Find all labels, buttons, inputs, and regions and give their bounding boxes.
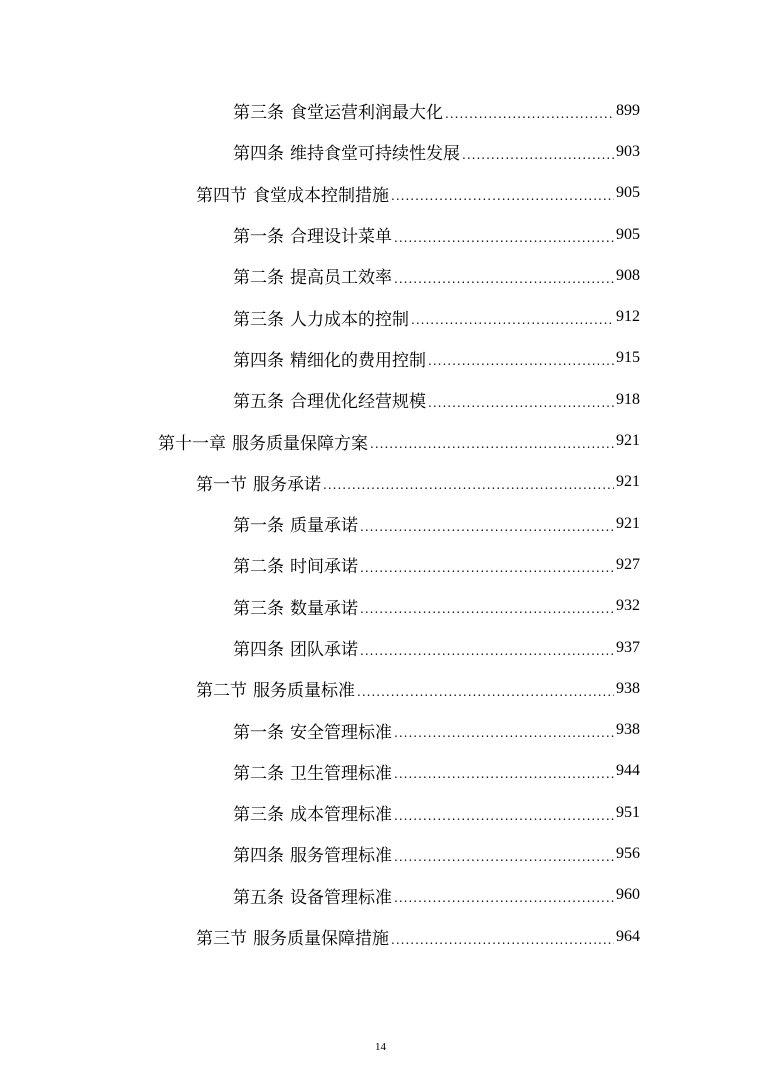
- toc-entry-number: 第四条: [233, 144, 284, 165]
- toc-dot-leader: [360, 520, 614, 534]
- toc-entry-title: 数量承诺: [290, 598, 358, 619]
- toc-entry-page: 938: [616, 679, 640, 697]
- toc-entry-title: 服务质量保障措施: [253, 929, 389, 950]
- toc-entry-title: 精细化的费用控制: [290, 350, 426, 371]
- toc-entry-page: 956: [616, 844, 640, 862]
- toc-entry-title: 服务承诺: [253, 474, 321, 495]
- toc-entry-number: 第三条: [233, 309, 284, 330]
- toc-entry[interactable]: [0, 131, 640, 172]
- toc-entry-number: 第一节: [196, 474, 247, 495]
- toc-entry[interactable]: [0, 296, 640, 337]
- toc-entry-number: 第十一章: [158, 433, 226, 454]
- toc-dot-leader: [394, 850, 614, 864]
- toc-entry[interactable]: [0, 792, 640, 833]
- page-number: 14: [375, 1041, 386, 1053]
- toc-entry-page: 899: [616, 101, 640, 119]
- toc-entry-number: 第三条: [233, 103, 284, 124]
- toc-entry-number: 第一条: [233, 227, 284, 248]
- toc-entry-page: 905: [616, 184, 640, 202]
- toc-dot-leader: [394, 272, 614, 286]
- toc-dot-leader: [323, 478, 614, 492]
- toc-entry[interactable]: [0, 255, 640, 296]
- toc-dot-leader: [360, 561, 614, 575]
- toc-entry-page: 938: [616, 721, 640, 739]
- toc-dot-leader: [394, 809, 614, 823]
- toc-entry-number: 第五条: [233, 392, 284, 413]
- toc-entry-page: 903: [616, 142, 640, 160]
- toc-entry-page: 905: [616, 225, 640, 243]
- toc-dot-leader: [411, 313, 614, 327]
- toc-dot-leader: [391, 189, 614, 203]
- toc-entry-number: 第四条: [233, 640, 284, 660]
- toc-entry-number: 第二条: [233, 557, 284, 578]
- toc-entry-title: 成本管理标准: [290, 805, 392, 826]
- toc-entry-page: 915: [616, 349, 640, 367]
- toc-entry-number: 第二条: [233, 763, 284, 784]
- toc-entry[interactable]: [0, 833, 640, 874]
- toc-entry-title: 安全管理标准: [290, 722, 392, 743]
- toc-entry-number: 第四节: [196, 185, 247, 206]
- toc-dot-leader: [391, 933, 614, 947]
- toc-entry-number: 第四条: [233, 350, 284, 371]
- toc-entry-number: 第一条: [233, 722, 284, 743]
- toc-entry-number: 第一条: [233, 516, 284, 537]
- toc-entry-number: 第三节: [196, 929, 247, 950]
- toc-dot-leader: [428, 396, 614, 410]
- toc-entry-page: 927: [616, 555, 640, 573]
- toc-entry[interactable]: [0, 751, 640, 792]
- toc-dot-leader: [445, 107, 614, 121]
- toc-entry-page: 908: [616, 266, 640, 284]
- toc-entry-title: 卫生管理标准: [290, 763, 392, 784]
- toc-entry[interactable]: [0, 916, 640, 957]
- toc-entry[interactable]: [0, 875, 640, 916]
- toc-entry-title: 服务管理标准: [290, 846, 392, 867]
- toc-entry-number: 第二条: [233, 268, 284, 289]
- toc-entry[interactable]: [0, 586, 640, 627]
- toc-dot-leader: [360, 602, 614, 616]
- toc-entry-number: 第三条: [233, 598, 284, 619]
- toc-entry-page: 912: [616, 308, 640, 326]
- toc-entry-title: 团队承诺: [290, 640, 358, 660]
- toc-entry[interactable]: [0, 544, 640, 585]
- toc-entry-title: 合理优化经营规模: [290, 392, 426, 413]
- toc-entry-title: 维持食堂可持续性发展: [290, 144, 460, 165]
- toc-entry[interactable]: [0, 503, 640, 544]
- toc-entry-page: 951: [616, 803, 640, 821]
- toc-entry-number: 第三条: [233, 805, 284, 826]
- toc-dot-leader: [394, 891, 614, 905]
- toc-entry-page: 921: [616, 473, 640, 491]
- toc-entry-title: 服务质量标准: [253, 681, 355, 702]
- toc-entry-number: 第二节: [196, 681, 247, 702]
- toc-entry-page: 921: [616, 432, 640, 450]
- table-of-contents: [0, 90, 761, 957]
- toc-dot-leader: [462, 148, 614, 162]
- toc-dot-leader: [357, 685, 614, 699]
- toc-dot-leader: [428, 354, 614, 368]
- toc-entry[interactable]: [0, 90, 640, 131]
- toc-entry-page: 932: [616, 597, 640, 615]
- toc-entry-page: 944: [616, 762, 640, 780]
- toc-entry[interactable]: [0, 627, 640, 668]
- toc-entry-title: 提高员工效率: [290, 268, 392, 289]
- toc-entry-page: 964: [616, 927, 640, 945]
- toc-entry[interactable]: [0, 462, 640, 503]
- toc-entry-title: 食堂成本控制措施: [253, 185, 389, 206]
- toc-entry-title: 人力成本的控制: [290, 309, 409, 330]
- toc-entry-title: 合理设计菜单: [290, 227, 392, 248]
- toc-entry-title: 时间承诺: [290, 557, 358, 578]
- toc-entry[interactable]: [0, 338, 640, 379]
- toc-entry-title: 设备管理标准: [290, 887, 392, 908]
- toc-entry[interactable]: [0, 379, 640, 420]
- toc-entry-page: 918: [616, 390, 640, 408]
- toc-entry-number: 第四条: [233, 846, 284, 867]
- toc-entry[interactable]: [0, 420, 640, 461]
- toc-dot-leader: [370, 437, 614, 451]
- toc-dot-leader: [394, 231, 614, 245]
- toc-entry[interactable]: [0, 214, 640, 255]
- toc-entry-title: 服务质量保障方案: [232, 433, 368, 454]
- toc-entry-page: 921: [616, 514, 640, 532]
- toc-entry-number: 第五条: [233, 887, 284, 908]
- toc-entry-title: 质量承诺: [290, 516, 358, 537]
- toc-entry-title: 食堂运营利润最大化: [290, 103, 443, 124]
- toc-entry[interactable]: [0, 668, 640, 709]
- toc-dot-leader: [394, 767, 614, 781]
- toc-dot-leader: [360, 644, 614, 658]
- toc-dot-leader: [394, 726, 614, 740]
- toc-entry[interactable]: [0, 709, 640, 750]
- toc-entry-page: 937: [616, 638, 640, 656]
- toc-entry[interactable]: [0, 173, 640, 214]
- toc-entry-page: 960: [616, 886, 640, 904]
